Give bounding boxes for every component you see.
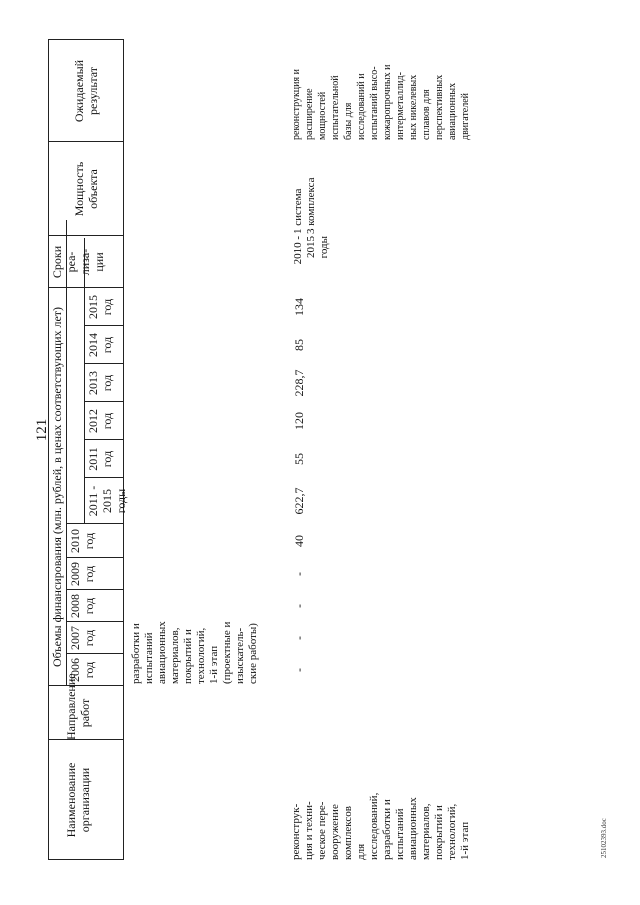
header-years-2011-2015: 2011 - 2015 годы <box>86 485 128 517</box>
page-number: 121 <box>34 418 50 442</box>
row2-value-2014: 85 <box>292 339 306 351</box>
header-funding: Объемы финансирования (млн. рублей, в ценах соответствующих лет) <box>50 306 64 668</box>
row2-value-2013: 228,7 <box>292 369 306 397</box>
header-year-2006: 2006 год <box>68 658 96 682</box>
row2-value-2007: - <box>292 636 306 640</box>
row2-value-2011: 55 <box>292 453 306 465</box>
header-year-2011: 2011 год <box>86 447 114 471</box>
header-terms: Сроки реа- лиза- ции <box>50 245 106 279</box>
row2-direction: реконструк- ция и техни- ческое пере- вооружение комплексов для исследований, разработки и испытаний авиационных материалов, покрытий и технологий, 1-й этап <box>290 792 471 860</box>
header-year-2007: 2007 год <box>68 626 96 650</box>
footer-doc-id: 25102393.doc <box>600 818 608 858</box>
row2-value-2011-2015: 622,7 <box>292 487 306 515</box>
row1-direction: разработки и испытаний авиационных материалов, покрытий и технологий, 1-й этап (проектные и изыскатель- ские работы) <box>130 621 259 684</box>
row2-value-2006: - <box>292 668 306 672</box>
header-year-2013: 2013 год <box>86 371 114 395</box>
header-result: Ожидаемый результат <box>72 59 100 123</box>
header-year-2014: 2014 год <box>86 333 114 357</box>
row2-value-2012: 120 <box>292 412 306 430</box>
header-year-2010: 2010 год <box>68 529 96 553</box>
row2-value-2015: 134 <box>292 298 306 316</box>
header-year-2015: 2015 год <box>86 295 114 319</box>
header-bottom-border <box>123 40 124 860</box>
row2-terms: 2010 - 2015 годы <box>292 236 330 265</box>
funding-sub-border <box>66 220 67 686</box>
header-year-2008: 2008 год <box>68 594 96 618</box>
header-capacity: Мощность объекта <box>72 161 100 217</box>
row2-capacity: 1 система 3 комплекса <box>292 177 317 234</box>
row2-result: реконструкция и расширение мощностей испытательной базы для исследований и испытаний высо- кожаропрочных и интерметаллид- ных никелевых сплавов для перспективных авиационных двигателей <box>291 64 471 140</box>
header-direction: Направление работ <box>64 673 92 740</box>
row2-value-2008: - <box>292 604 306 608</box>
header-year-2009: 2009 год <box>68 562 96 586</box>
row2-value-2010: 40 <box>292 535 306 547</box>
table-top-border <box>48 40 49 860</box>
header-name: Наименование организации <box>64 762 92 838</box>
header-year-2012: 2012 год <box>86 409 114 433</box>
row2-value-2009: - <box>292 572 306 576</box>
